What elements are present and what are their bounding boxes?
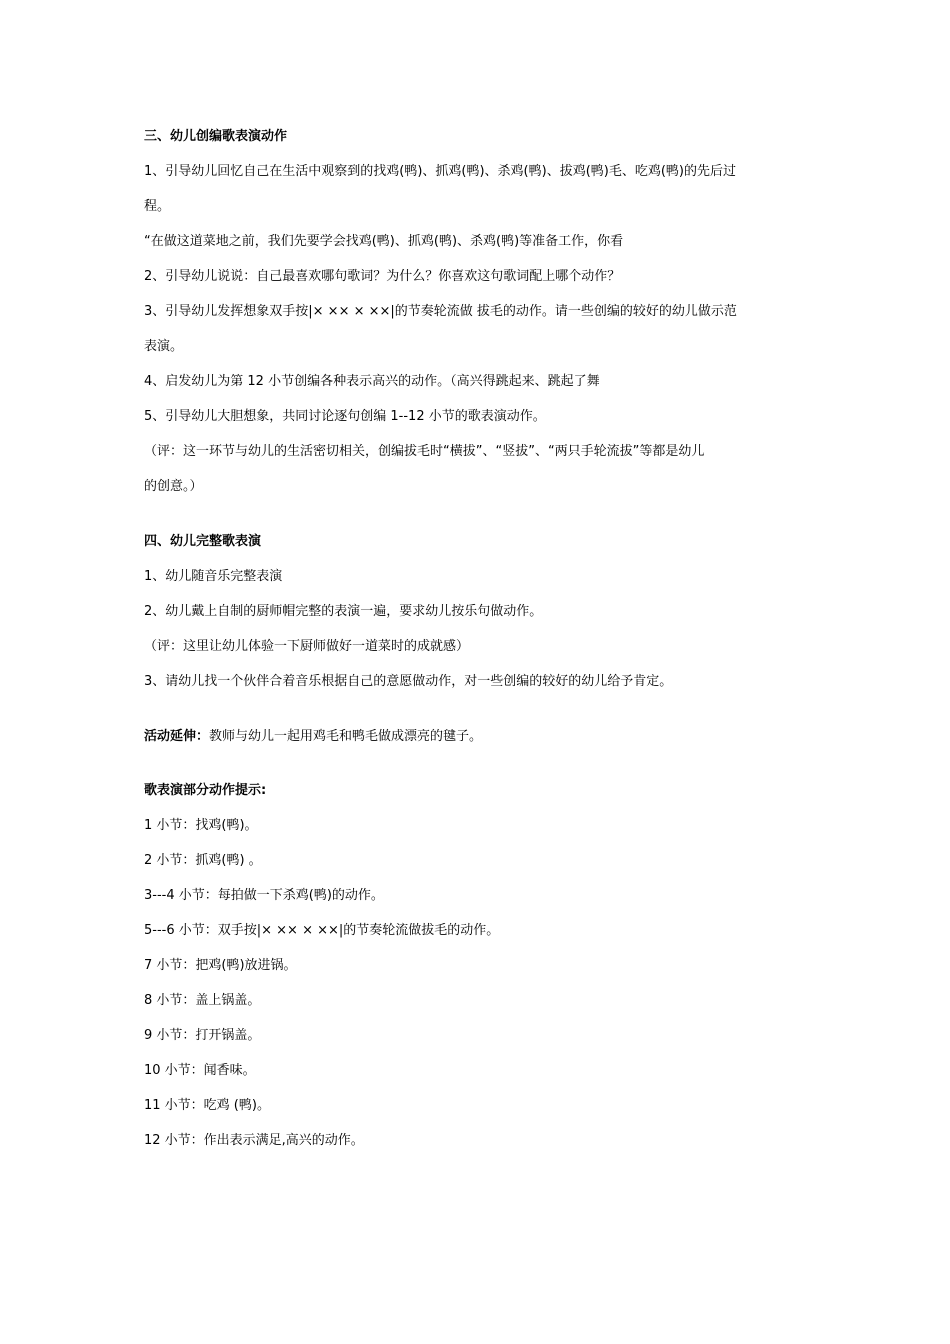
section-3-item-3-line-2: 表演。 — [144, 339, 184, 354]
section-4-heading: 四、幼儿完整歌表演 — [144, 534, 262, 549]
section-3-item-1-line-2: 程。 — [144, 199, 171, 214]
section-4-item-3: 3、请幼儿找一个伙伴合着音乐根据自己的意愿做动作，对一些创编的较好的幼儿给予肯定。 — [144, 674, 673, 689]
section-3-quote: “在做这道菜地之前，我们先要学会找鸡(鸭)、抓鸡(鸭)、杀鸡(鸭)等准备工作，你看 — [144, 234, 624, 249]
hint-item: 11 小节：吃鸡 (鸭)。 — [144, 1098, 270, 1113]
section-3-item-5: 5、引导幼儿大胆想象，共同讨论逐句创编 1--12 小节的歌表演动作。 — [144, 409, 546, 424]
section-4-comment: （评：这里让幼儿体验一下厨师做好一道菜时的成就感） — [144, 639, 470, 654]
hint-item: 7 小节：把鸡(鸭)放进锅。 — [144, 958, 297, 973]
section-3-comment-line-2: 的创意。） — [144, 479, 203, 494]
hint-item: 5---6 小节：双手按|× ×× × ××|的节奏轮流做拔毛的动作。 — [144, 923, 500, 938]
hint-item: 8 小节：盖上锅盖。 — [144, 993, 261, 1008]
section-3-item-3-line-1: 3、引导幼儿发挥想象双手按|× ×× × ××|的节奏轮流做 拔毛的动作。请一些创编的较好的幼儿做示范 — [144, 304, 737, 319]
activity-extension-text: 教师与幼儿一起用鸡毛和鸭毛做成漂亮的毽子。 — [209, 729, 483, 744]
activity-extension-label: 活动延伸： — [144, 729, 210, 744]
section-3-item-2: 2、引导幼儿说说：自己最喜欢哪句歌词？为什么？你喜欢这句歌词配上哪个动作？ — [144, 269, 621, 284]
activity-extension — [144, 728, 814, 746]
hint-item: 2 小节：抓鸡(鸭) 。 — [144, 853, 262, 868]
section-3-heading: 三、幼儿创编歌表演动作 — [144, 129, 288, 144]
section-3-item-4: 4、启发幼儿为第 12 小节创编各种表示高兴的动作。（高兴得跳起来、跳起了舞 — [144, 374, 600, 389]
section-4-item-1: 1、幼儿随音乐完整表演 — [144, 569, 283, 584]
section-3-item-1-line-1: 1、引导幼儿回忆自己在生活中观察到的找鸡(鸭)、抓鸡(鸭)、杀鸡(鸭)、拔鸡(鸭)毛、吃鸡(鸭)的先后过 — [144, 164, 736, 179]
hint-item: 1 小节：找鸡(鸭)。 — [144, 818, 258, 833]
document-body — [144, 128, 814, 1150]
hints-heading: 歌表演部分动作提示: — [144, 783, 267, 798]
section-3-comment-line-1: （评：这一环节与幼儿的生活密切相关，创编拔毛时“横拔”、“竖拔”、“两只手轮流拔”等都是幼儿 — [144, 444, 705, 459]
hint-item: 3---4 小节：每拍做一下杀鸡(鸭)的动作。 — [144, 888, 384, 903]
hint-item: 9 小节：打开锅盖。 — [144, 1028, 261, 1043]
section-4-item-2: 2、幼儿戴上自制的厨师帽完整的表演一遍，要求幼儿按乐句做动作。 — [144, 604, 543, 619]
hint-item: 10 小节：闻香味。 — [144, 1063, 256, 1078]
hint-item: 12 小节：作出表示满足,高兴的动作。 — [144, 1133, 364, 1148]
